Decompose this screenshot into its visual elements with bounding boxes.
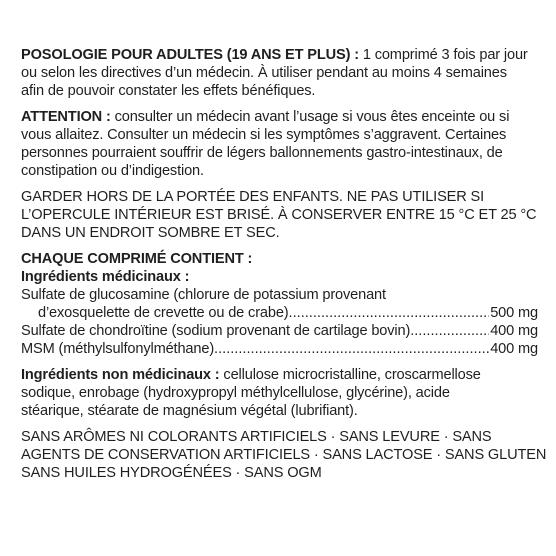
free-of-line: AGENTS DE CONSERVATION ARTIFICIELS · SANS LACTOSE · SANS GLUTEN xyxy=(21,447,547,463)
ingredient-row xyxy=(21,304,538,322)
caution-section xyxy=(21,108,538,180)
contents-heading: CHAQUE COMPRIMÉ CONTIENT : xyxy=(21,251,253,267)
dot-leader xyxy=(214,340,489,358)
warning-line: GARDER HORS DE LA PORTÉE DES ENFANTS. NE PAS UTILISER SI xyxy=(21,189,485,205)
ingredient-name: MSM (méthylsulfonylméthane) xyxy=(21,341,215,357)
caution-heading: ATTENTION : xyxy=(21,109,111,125)
non-medicinal-section xyxy=(21,366,538,420)
contents-section xyxy=(21,250,538,358)
free-of-section xyxy=(21,428,547,482)
ingredient-name: Sulfate de chondroïtine (sodium provenant de cartilage bovin) xyxy=(21,323,411,339)
warning-line: DANS UN ENDROIT SOMBRE ET SEC. xyxy=(21,225,280,241)
dot-leader xyxy=(410,322,489,340)
ingredient-quantity: 400 mg xyxy=(490,323,538,339)
ingredient-quantity: 500 mg xyxy=(490,305,538,321)
caution-text-line: vous allaitez. Consulter un médecin si les symptômes s’aggravent. Certaines xyxy=(21,127,507,143)
ingredient-row xyxy=(21,322,538,340)
warning-line: L’OPERCULE INTÉRIEUR EST BRISÉ. À CONSERVER ENTRE 15 °C ET 25 °C xyxy=(21,207,537,223)
warning-section xyxy=(21,188,538,242)
dosage-heading: POSOLOGIE POUR ADULTES (19 ANS ET PLUS) : xyxy=(21,47,359,63)
free-of-line: SANS HUILES HYDROGÉNÉES · SANS OGM xyxy=(21,465,322,481)
ingredient-name: d’exosquelette de crevette ou de crabe) xyxy=(38,305,289,321)
ingredient-quantity: 400 mg xyxy=(490,341,538,357)
caution-text-line: consulter un médecin avant l’usage si vous êtes enceinte ou si xyxy=(110,109,510,125)
non-medicinal-text-line: stéarique, stéarate de magnésium végétal (lubrifiant). xyxy=(21,403,358,419)
dosage-text-line: ou selon les directives d’un médecin. À utiliser pendant au moins 4 semaines xyxy=(21,65,507,81)
caution-text-line: personnes pourraient souffrir de légers ballonnements gastro-intestinaux, de xyxy=(21,145,503,161)
non-medicinal-text-line: cellulose microcristalline, croscarmellose xyxy=(219,367,481,383)
non-medicinal-text-line: sodique, enrobage (hydroxypropyl méthylcellulose, glycérine), acide xyxy=(21,385,450,401)
dosage-text-line: 1 comprimé 3 fois par jour xyxy=(358,47,528,63)
medicinal-heading: Ingrédients médicinaux : xyxy=(21,269,190,285)
dosage-section xyxy=(21,46,538,100)
non-medicinal-heading: Ingrédients non médicinaux : xyxy=(21,367,220,383)
ingredient-line: Sulfate de glucosamine (chlorure de potassium provenant xyxy=(21,287,386,303)
caution-text-line: constipation ou d’indigestion. xyxy=(21,163,204,179)
free-of-line: SANS ARÔMES NI COLORANTS ARTIFICIELS · SANS LEVURE · SANS xyxy=(21,429,492,445)
dosage-text-line: afin de pouvoir constater les effets bénéfiques. xyxy=(21,83,316,99)
dot-leader xyxy=(289,304,490,322)
ingredient-row xyxy=(21,340,538,358)
